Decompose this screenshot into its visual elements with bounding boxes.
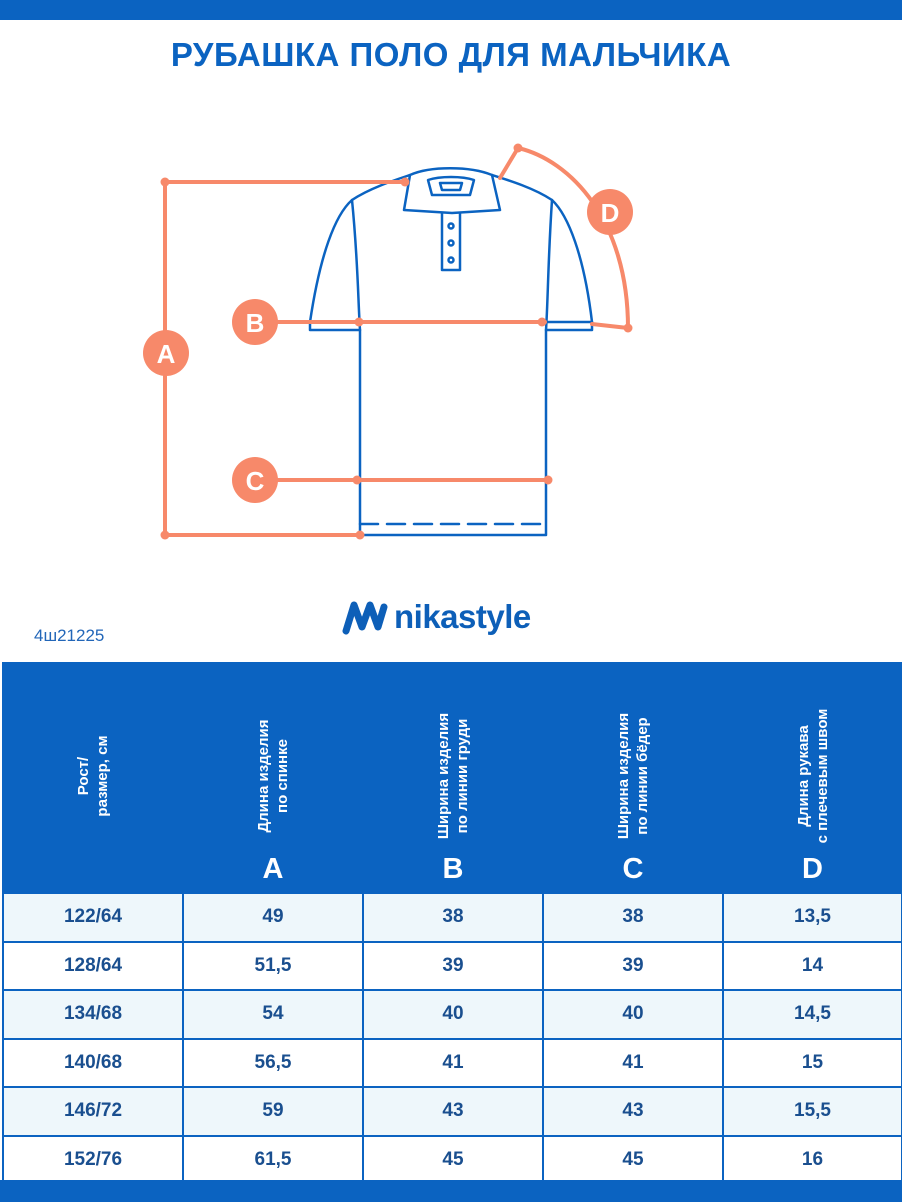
table-cell: 13,5 (723, 893, 902, 942)
table-cell: 38 (363, 893, 543, 942)
table-row (3, 942, 902, 991)
header-hip-width: Ширина изделия по линии бёдер C (543, 663, 723, 893)
marker-d (587, 189, 633, 235)
table-cell: 41 (363, 1039, 543, 1088)
table-cell: 14,5 (723, 990, 902, 1039)
table-cell: 61,5 (183, 1136, 363, 1185)
table-cell: 15,5 (723, 1087, 902, 1136)
marker-b (232, 299, 278, 345)
table-cell: 56,5 (183, 1039, 363, 1088)
table-cell: 39 (543, 942, 723, 991)
table-cell: 134/68 (3, 990, 183, 1039)
page-title: РУБАШКА ПОЛО ДЛЯ МАЛЬЧИКА (170, 36, 732, 73)
top-bar (0, 0, 902, 20)
svg-text:B: B (245, 308, 265, 338)
table-cell: 41 (543, 1039, 723, 1088)
table-cell: 45 (363, 1136, 543, 1185)
table-cell: 15 (723, 1039, 902, 1088)
table-cell: 40 (363, 990, 543, 1039)
table-row (3, 1136, 902, 1185)
table-cell: 152/76 (3, 1136, 183, 1185)
table-cell: 45 (543, 1136, 723, 1185)
marker-a (143, 330, 189, 376)
table-row (3, 1039, 902, 1088)
brand-name: nikastyle (394, 598, 531, 635)
table-cell: 128/64 (3, 942, 183, 991)
header-chest-width: Ширина изделия по линии груди B (363, 663, 543, 893)
table-cell: 38 (543, 893, 723, 942)
table-row (3, 893, 902, 942)
table-header-row (3, 663, 902, 893)
measurement-diagram (0, 130, 902, 550)
table-cell: 54 (183, 990, 363, 1039)
table-row (3, 1087, 902, 1136)
nikastyle-logo-icon (342, 597, 388, 637)
table-cell: 140/68 (3, 1039, 183, 1088)
table-cell: 49 (183, 893, 363, 942)
table-cell: 16 (723, 1136, 902, 1185)
marker-c (232, 457, 278, 503)
brand-logo (342, 595, 531, 639)
header-sleeve-length: Длина рукава с плечевым швом D (723, 663, 902, 893)
table-row (3, 990, 902, 1039)
table-cell: 51,5 (183, 942, 363, 991)
table-cell: 43 (543, 1087, 723, 1136)
table-cell: 43 (363, 1087, 543, 1136)
table-cell: 122/64 (3, 893, 183, 942)
table-cell: 40 (543, 990, 723, 1039)
svg-text:D: D (600, 198, 620, 228)
bottom-bar (0, 1180, 902, 1202)
header-length-back: Длина изделия по спинке A (183, 663, 363, 893)
table-cell: 39 (363, 942, 543, 991)
table-cell: 14 (723, 942, 902, 991)
svg-text:C: C (245, 466, 265, 496)
svg-text:A: A (156, 339, 176, 369)
article-number: 4ш21225 (34, 626, 105, 645)
table-cell: 146/72 (3, 1087, 183, 1136)
header-height-size: Рост/ размер, см (3, 663, 183, 893)
size-table (2, 662, 902, 1185)
table-cell: 59 (183, 1087, 363, 1136)
